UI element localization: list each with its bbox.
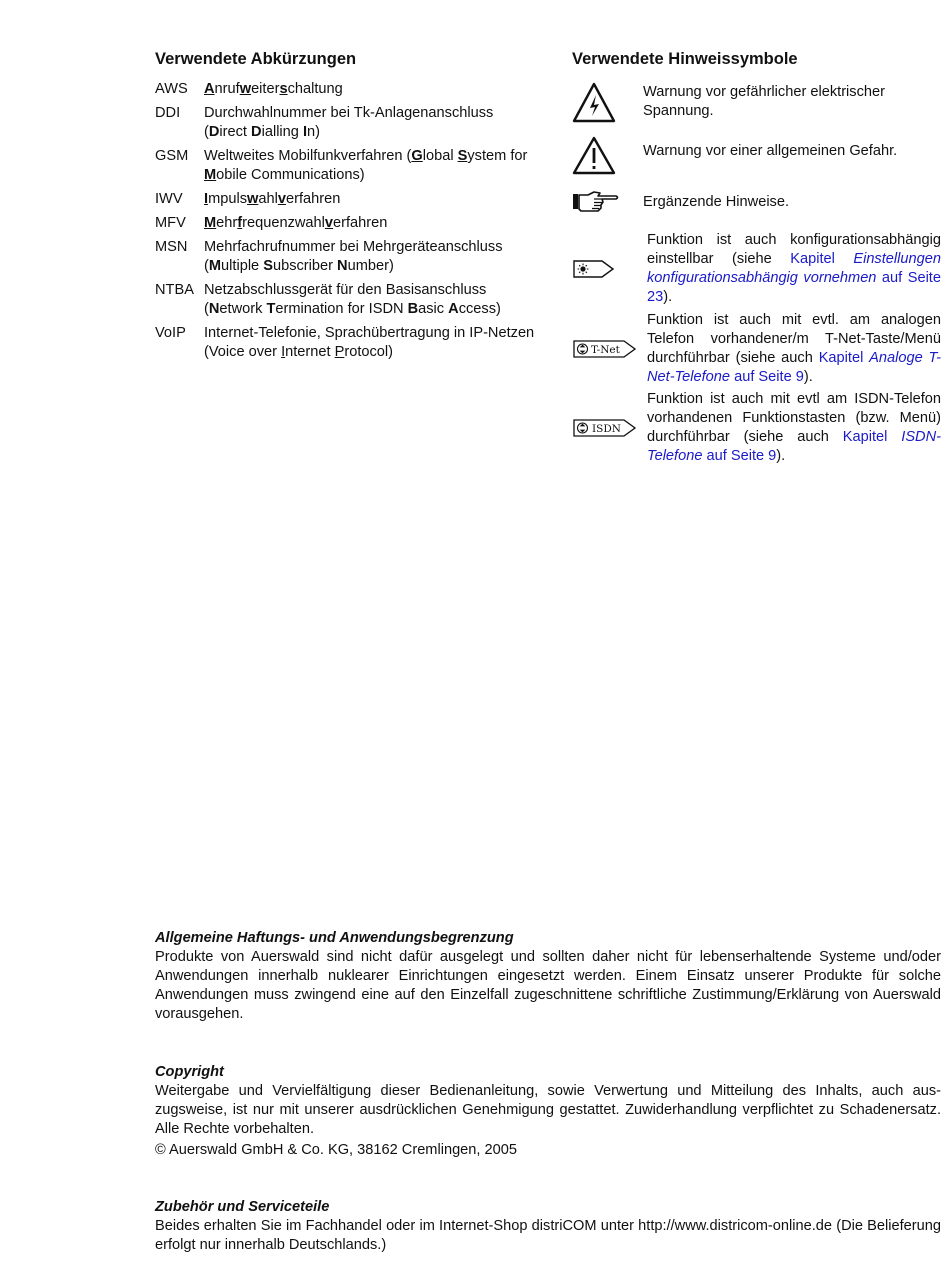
symbol-description: Ergänzende Hinweise. [643, 194, 790, 210]
abbreviation-key: VoIP [155, 325, 186, 341]
day-night-config-icon [572, 259, 616, 285]
abbreviation-row [155, 281, 535, 319]
general-warning-icon [572, 136, 616, 182]
tnet-phone-icon [572, 339, 638, 365]
abbreviation-key: NTBA [155, 282, 194, 298]
symbol-description: Warnung vor gefährlicher elektrischer Spannung. [643, 84, 885, 119]
copyright-heading: Copyright [155, 1064, 224, 1080]
abbreviation-description: Durchwahlnummer bei Tk-Anlagenanschluss (Direct Dialling In) [204, 105, 494, 140]
abbreviation-row [155, 214, 535, 233]
accessories-section [155, 1198, 941, 1255]
copyright-text: Weitergabe und Vervielfältigung dieser Bedienanleitung, sowie Verwertung und Mitteilung des Inhalts, auch auszugsweise, ist nur mit unserer ausdrücklichen Genehmigung gestattet. Zuwiderhandlung verpflichtet zu Schadenersatz. Alle Rechte vorbehalten. [155, 1083, 941, 1137]
liability-heading: Allgemeine Haftungs- und Anwendungsbegrenzung [155, 930, 514, 946]
electric-warning-icon [572, 82, 616, 130]
abbreviation-description: Weltweites Mobilfunkverfahren (Global System for Mobile Communications) [204, 148, 528, 183]
chapter-link-tnet[interactable]: Kapitel Analoge T-Net-Telefone auf Seite 9 [647, 350, 941, 385]
tnet-icon-label: T-Net [591, 344, 620, 356]
symbol-row [572, 82, 942, 128]
abbreviation-key: DDI [155, 105, 181, 121]
abbreviation-description: Mehrfrequenzwahlverfahren [204, 215, 388, 231]
abbreviation-description: Mehrfachrufnummer bei Mehrgeräteanschluss (Multiple Subscriber Number) [204, 239, 503, 274]
chapter-link-settings[interactable]: Kapitel Einstellungen konfigurationsabhängig vornehmen auf Seite 23 [647, 251, 941, 305]
abbreviation-key: IWV [155, 191, 183, 207]
abbreviation-description: Netzabschlussgerät für den Basisanschluss (Network Termination for ISDN Basic Access) [204, 282, 501, 317]
abbreviation-key: MSN [155, 239, 188, 255]
abbreviation-key: GSM [155, 148, 189, 164]
chapter-link-isdn[interactable]: Kapitel ISDN-Telefone auf Seite 9 [647, 429, 941, 464]
copyright-section [155, 1063, 941, 1160]
abbreviations-heading: Verwendete Abkürzungen [155, 50, 357, 68]
abbreviations-section [155, 48, 535, 367]
symbol-description: Warnung vor einer allgemeinen Gefahr. [643, 143, 898, 159]
abbreviation-key: AWS [155, 81, 188, 97]
isdn-phone-icon [572, 418, 638, 444]
symbols-heading: Verwendete Hinweissymbole [572, 50, 798, 68]
abbreviation-row [155, 147, 535, 185]
abbreviation-description: Impulswahlverfahren [204, 191, 341, 207]
symbol-description: Funktion ist auch konfigurationsabhängig einstellbar (siehe Kapitel Einstellungen konfigurationsabhängig vornehmen auf Seite 23). [647, 232, 941, 305]
abbreviation-row [155, 104, 535, 142]
copyright-notice: © Auerswald GmbH & Co. KG, 38162 Cremlingen, 2005 [155, 1142, 517, 1158]
abbreviation-row [155, 324, 535, 362]
accessories-text: Beides erhalten Sie im Fachhandel oder im Internet-Shop distriCOM unter http://www.districom-online.de (Die Belieferung erfolgt nur innerhalb Deutschlands.) [155, 1218, 941, 1253]
abbreviation-key: MFV [155, 215, 186, 231]
accessories-heading: Zubehör und Serviceteile [155, 1199, 330, 1215]
symbol-row [572, 231, 942, 309]
abbreviation-description: Anrufweiterschaltung [204, 81, 343, 97]
symbol-row [572, 390, 942, 468]
abbreviation-row [155, 238, 535, 276]
liability-section [155, 929, 941, 1024]
symbol-row [572, 311, 942, 389]
abbreviation-description: Internet-Telefonie, Sprachübertragung in IP-Netzen (Voice over Internet Protocol) [204, 325, 535, 360]
symbols-section [572, 48, 942, 464]
symbol-row [572, 190, 942, 214]
symbol-description: Funktion ist auch mit evtl. am analogen Telefon vorhandener/m T-Net-Taste/Menü durchführbar (siehe auch Kapitel Analoge T-Net-Telefone auf Seite 9). [647, 312, 941, 385]
symbol-description: Funktion ist auch mit evtl am ISDN-Telefon vorhandenen Funktionstasten (bzw. Menü) durchführbar (siehe auch Kapitel ISDN-Telefone auf Seite 9). [647, 391, 941, 464]
abbreviation-row [155, 190, 535, 209]
isdn-icon-label: ISDN [592, 423, 621, 435]
pointing-hand-icon [572, 190, 620, 220]
symbol-row [572, 136, 942, 176]
liability-text: Produkte von Auerswald sind nicht dafür ausgelegt und sollten daher nicht für lebenserhaltende Systeme und/oder Anwendungen innerhalb nuklearer Einrichtungen eingesetzt werden. Einem Einsatz unserer Produkte für solche Anwendungen muss zwingend eine auf den Einzelfall zugeschnittene schriftliche Zustimmung/Erklärung von Auerswald vorausgehen. [155, 949, 941, 1022]
abbreviation-row [155, 80, 535, 99]
